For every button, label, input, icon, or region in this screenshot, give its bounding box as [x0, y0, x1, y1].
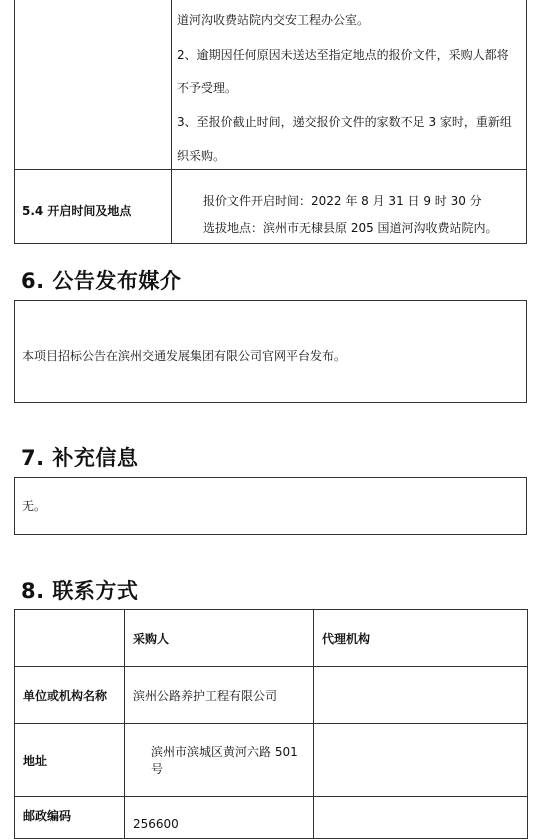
- contact-table: [14, 609, 528, 839]
- notice-line-5: 织采购。: [177, 149, 226, 163]
- section6-heading: 6. 公告发布媒介: [21, 269, 182, 293]
- table-row: [15, 724, 528, 797]
- notice-table-row-divider: [15, 169, 526, 170]
- contact-header-purchaser: 采购人: [125, 610, 314, 667]
- agency-postcode: [314, 797, 528, 839]
- purchaser-address: 滨州市滨城区黄河六路 501 号: [125, 724, 314, 797]
- opening-time: 报价文件开启时间：2022 年 8 月 31 日 9 时 30 分: [203, 194, 482, 208]
- purchaser-org-name: 滨州公路养护工程有限公司: [125, 667, 314, 724]
- section8-heading: 8. 联系方式: [21, 579, 139, 603]
- notice-line-2: 2、逾期因任何原因未送达至指定地点的报价文件，采购人都将: [177, 48, 509, 62]
- opening-place: 选拔地点：滨州市无棣县原 205 国道河沟收费站院内。: [203, 221, 498, 235]
- media-content: 本项目招标公告在滨州交通发展集团有限公司官网平台发布。: [22, 349, 347, 363]
- supplement-box: [14, 477, 527, 535]
- notice-table-divider: [171, 0, 172, 243]
- contact-header-agency: 代理机构: [314, 610, 528, 667]
- contact-header-row: [15, 610, 528, 667]
- row-label-postcode: 邮政编码: [15, 797, 125, 839]
- agency-address: [314, 724, 528, 797]
- agency-org-name: [314, 667, 528, 724]
- media-box: [14, 300, 527, 403]
- supplement-content: 无。: [22, 499, 47, 513]
- table-row: [15, 797, 528, 839]
- section7-heading: 7. 补充信息: [21, 446, 139, 470]
- row-label-org-name: 单位或机构名称: [15, 667, 125, 724]
- notice-line-3: 不予受理。: [177, 81, 238, 95]
- opening-label: 5.4 开启时间及地点: [22, 204, 132, 218]
- notice-line-1: 道河沟收费站院内交安工程办公室。: [177, 13, 370, 27]
- purchaser-postcode: 256600: [125, 797, 314, 839]
- row-label-address: 地址: [15, 724, 125, 797]
- contact-header-empty: [15, 610, 125, 667]
- table-row: [15, 667, 528, 724]
- notice-line-4: 3、至报价截止时间，递交报价文件的家数不足 3 家时，重新组: [177, 115, 512, 129]
